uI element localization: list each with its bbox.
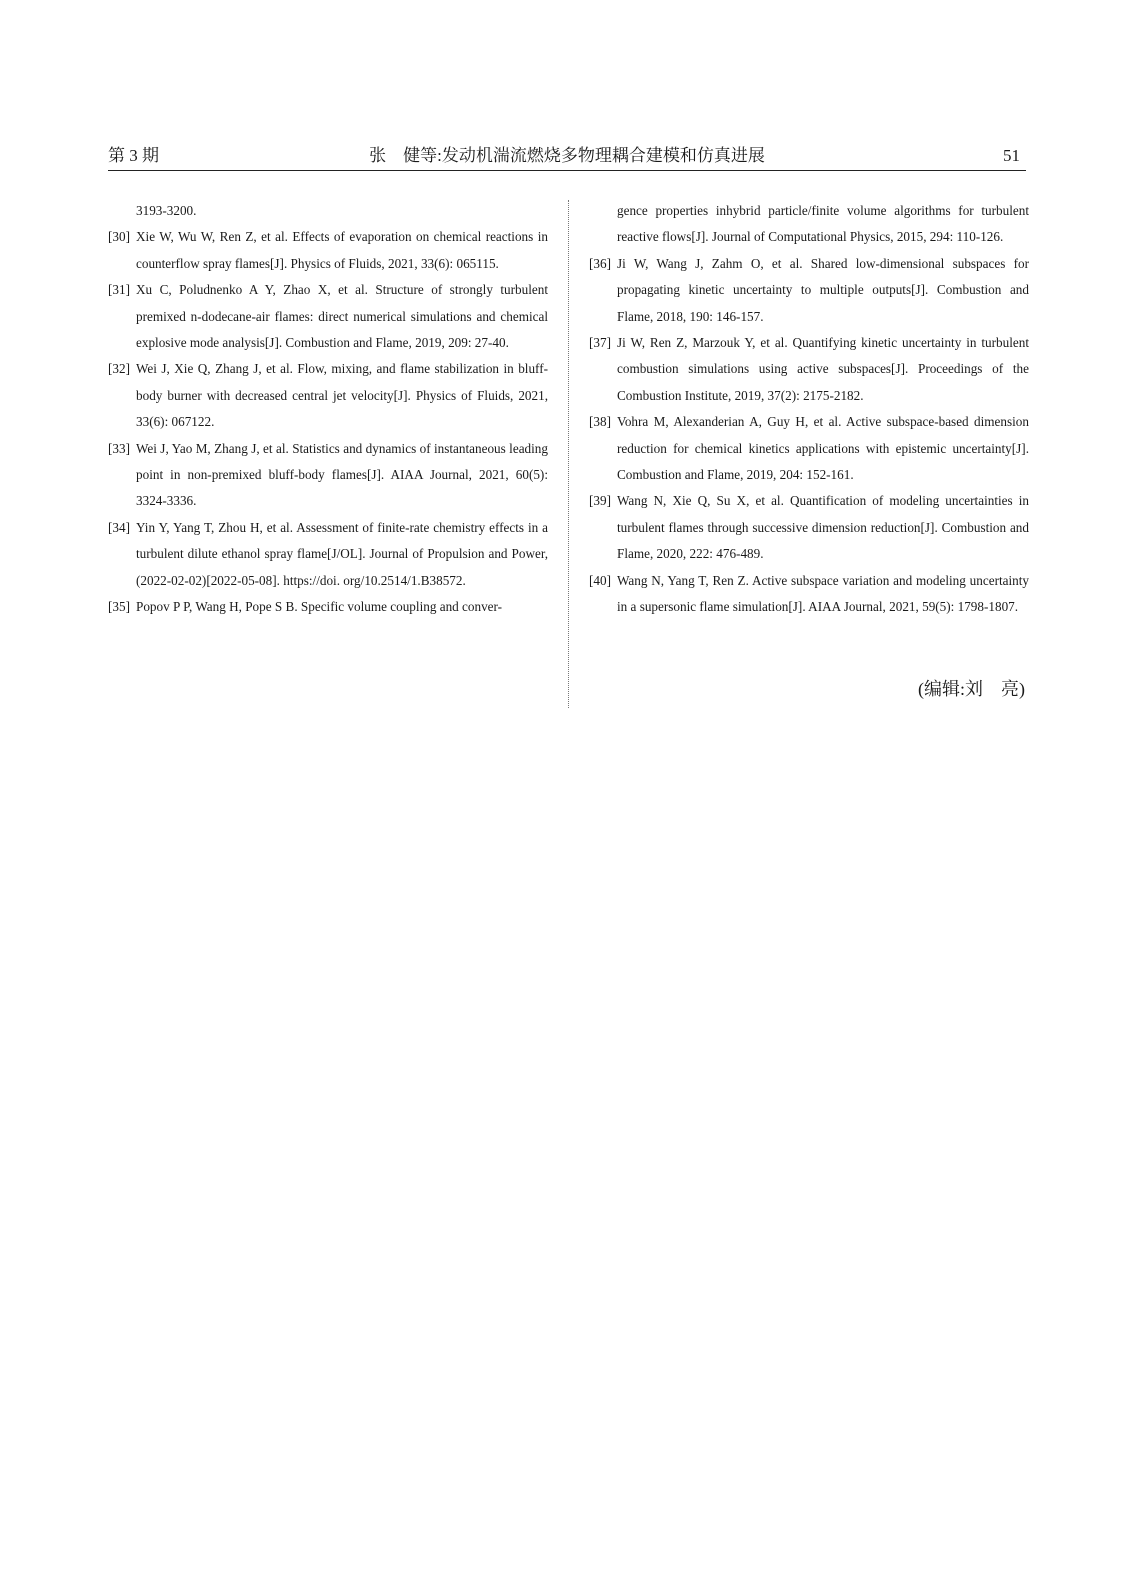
column-divider bbox=[568, 200, 569, 708]
page-number: 51 bbox=[1003, 146, 1020, 165]
reference-text: 3193-3200. bbox=[136, 203, 197, 218]
reference-number: [31] bbox=[108, 282, 130, 298]
reference-entry bbox=[108, 277, 548, 356]
reference-entry bbox=[589, 198, 1029, 251]
reference-text: Vohra M, Alexanderian A, Guy H, et al. Active subspace-based dimension reduction for chemical kinetics applications with epistemic uncertainty[J]. Combustion and Flame, 2019, 204: 152-161. bbox=[617, 414, 1029, 483]
reference-entry bbox=[589, 409, 1029, 488]
reference-entry bbox=[589, 488, 1029, 567]
reference-text: Ji W, Ren Z, Marzouk Y, et al. Quantifying kinetic uncertainty in turbulent combustion simulations using active subspaces[J]. Proceedings of the Combustion Institute, 2019, 37(2): 2175-2182. bbox=[617, 335, 1029, 403]
reference-entry bbox=[589, 251, 1029, 330]
reference-text: Ji W, Wang J, Zahm O, et al. Shared low-dimensional subspaces for propagating kinetic uncertainty to multiple outputs[J]. Combustion and Flame, 2018, 190: 146-157. bbox=[617, 255, 1029, 324]
reference-text: gence properties inhybrid particle/finite volume algorithms for turbulent reactive flows[J]. Journal of Computational Physics, 2015, 294: 110-126. bbox=[617, 203, 1029, 245]
reference-text: Yin Y, Yang T, Zhou H, et al. Assessment of finite-rate chemistry effects in a turbulent dilute ethanol spray flame[J/OL]. Journal of Propulsion and Power, (2022-02-02)[2022-05-08]. https://doi. org/10.2514/1.B38572. bbox=[136, 519, 548, 588]
reference-text: Wei J, Xie Q, Zhang J, et al. Flow, mixing, and flame stabilization in bluff-body burner with decreased central jet velocity[J]. Physics of Fluids, 2021, 33(6): 067122. bbox=[136, 361, 548, 430]
reference-text: Xu C, Poludnenko A Y, Zhao X, et al. Structure of strongly turbulent premixed n-dodecane-air flames: direct numerical simulations and chemical explosive mode analysis[J]. Combustion and Flame, 2019, 209: 27-40. bbox=[136, 282, 548, 351]
reference-entry bbox=[108, 224, 548, 277]
reference-column-right bbox=[589, 198, 1029, 621]
reference-number: [40] bbox=[589, 572, 611, 588]
reference-text: Popov P P, Wang H, Pope S B. Specific volume coupling and conver- bbox=[136, 599, 503, 615]
reference-entry bbox=[108, 515, 548, 594]
reference-text: Wang N, Xie Q, Su X, et al. Quantification of modeling uncertainties in turbulent flames through successive dimension reduction[J]. Combustion and Flame, 2020, 222: 476-489. bbox=[617, 493, 1029, 562]
reference-text: Xie W, Wu W, Ren Z, et al. Effects of evaporation on chemical reactions in counterflow spray flames[J]. Physics of Fluids, 2021, 33(6): 065115. bbox=[136, 229, 548, 271]
reference-number: [37] bbox=[589, 335, 611, 351]
reference-number: [33] bbox=[108, 440, 130, 456]
reference-number: [36] bbox=[589, 255, 611, 271]
reference-number: [38] bbox=[589, 414, 611, 430]
reference-entry bbox=[589, 568, 1029, 621]
reference-number: [35] bbox=[108, 599, 130, 615]
reference-number: [34] bbox=[108, 519, 130, 535]
reference-number: [30] bbox=[108, 229, 130, 245]
reference-entry bbox=[108, 594, 548, 620]
reference-entry bbox=[108, 436, 548, 515]
running-header bbox=[108, 146, 1026, 171]
reference-number: [32] bbox=[108, 361, 130, 377]
reference-column-left bbox=[108, 198, 548, 621]
reference-entry bbox=[589, 330, 1029, 409]
reference-entry bbox=[108, 356, 548, 435]
running-title: 张 健等:发动机湍流燃烧多物理耦合建模和仿真进展 bbox=[369, 146, 765, 165]
reference-text: Wei J, Yao M, Zhang J, et al. Statistics and dynamics of instantaneous leading point in non-premixed bluff-body flames[J]. AIAA Journal, 2021, 60(5): 3324-3336. bbox=[136, 440, 548, 509]
reference-text: Wang N, Yang T, Ren Z. Active subspace variation and modeling uncertainty in a supersonic flame simulation[J]. AIAA Journal, 2021, 59(5): 1798-1807. bbox=[617, 572, 1029, 615]
reference-entry bbox=[108, 198, 548, 224]
editor-note: (编辑:刘 亮) bbox=[918, 679, 1025, 699]
issue-label: 第 3 期 bbox=[108, 146, 159, 165]
reference-number: [39] bbox=[589, 493, 611, 509]
